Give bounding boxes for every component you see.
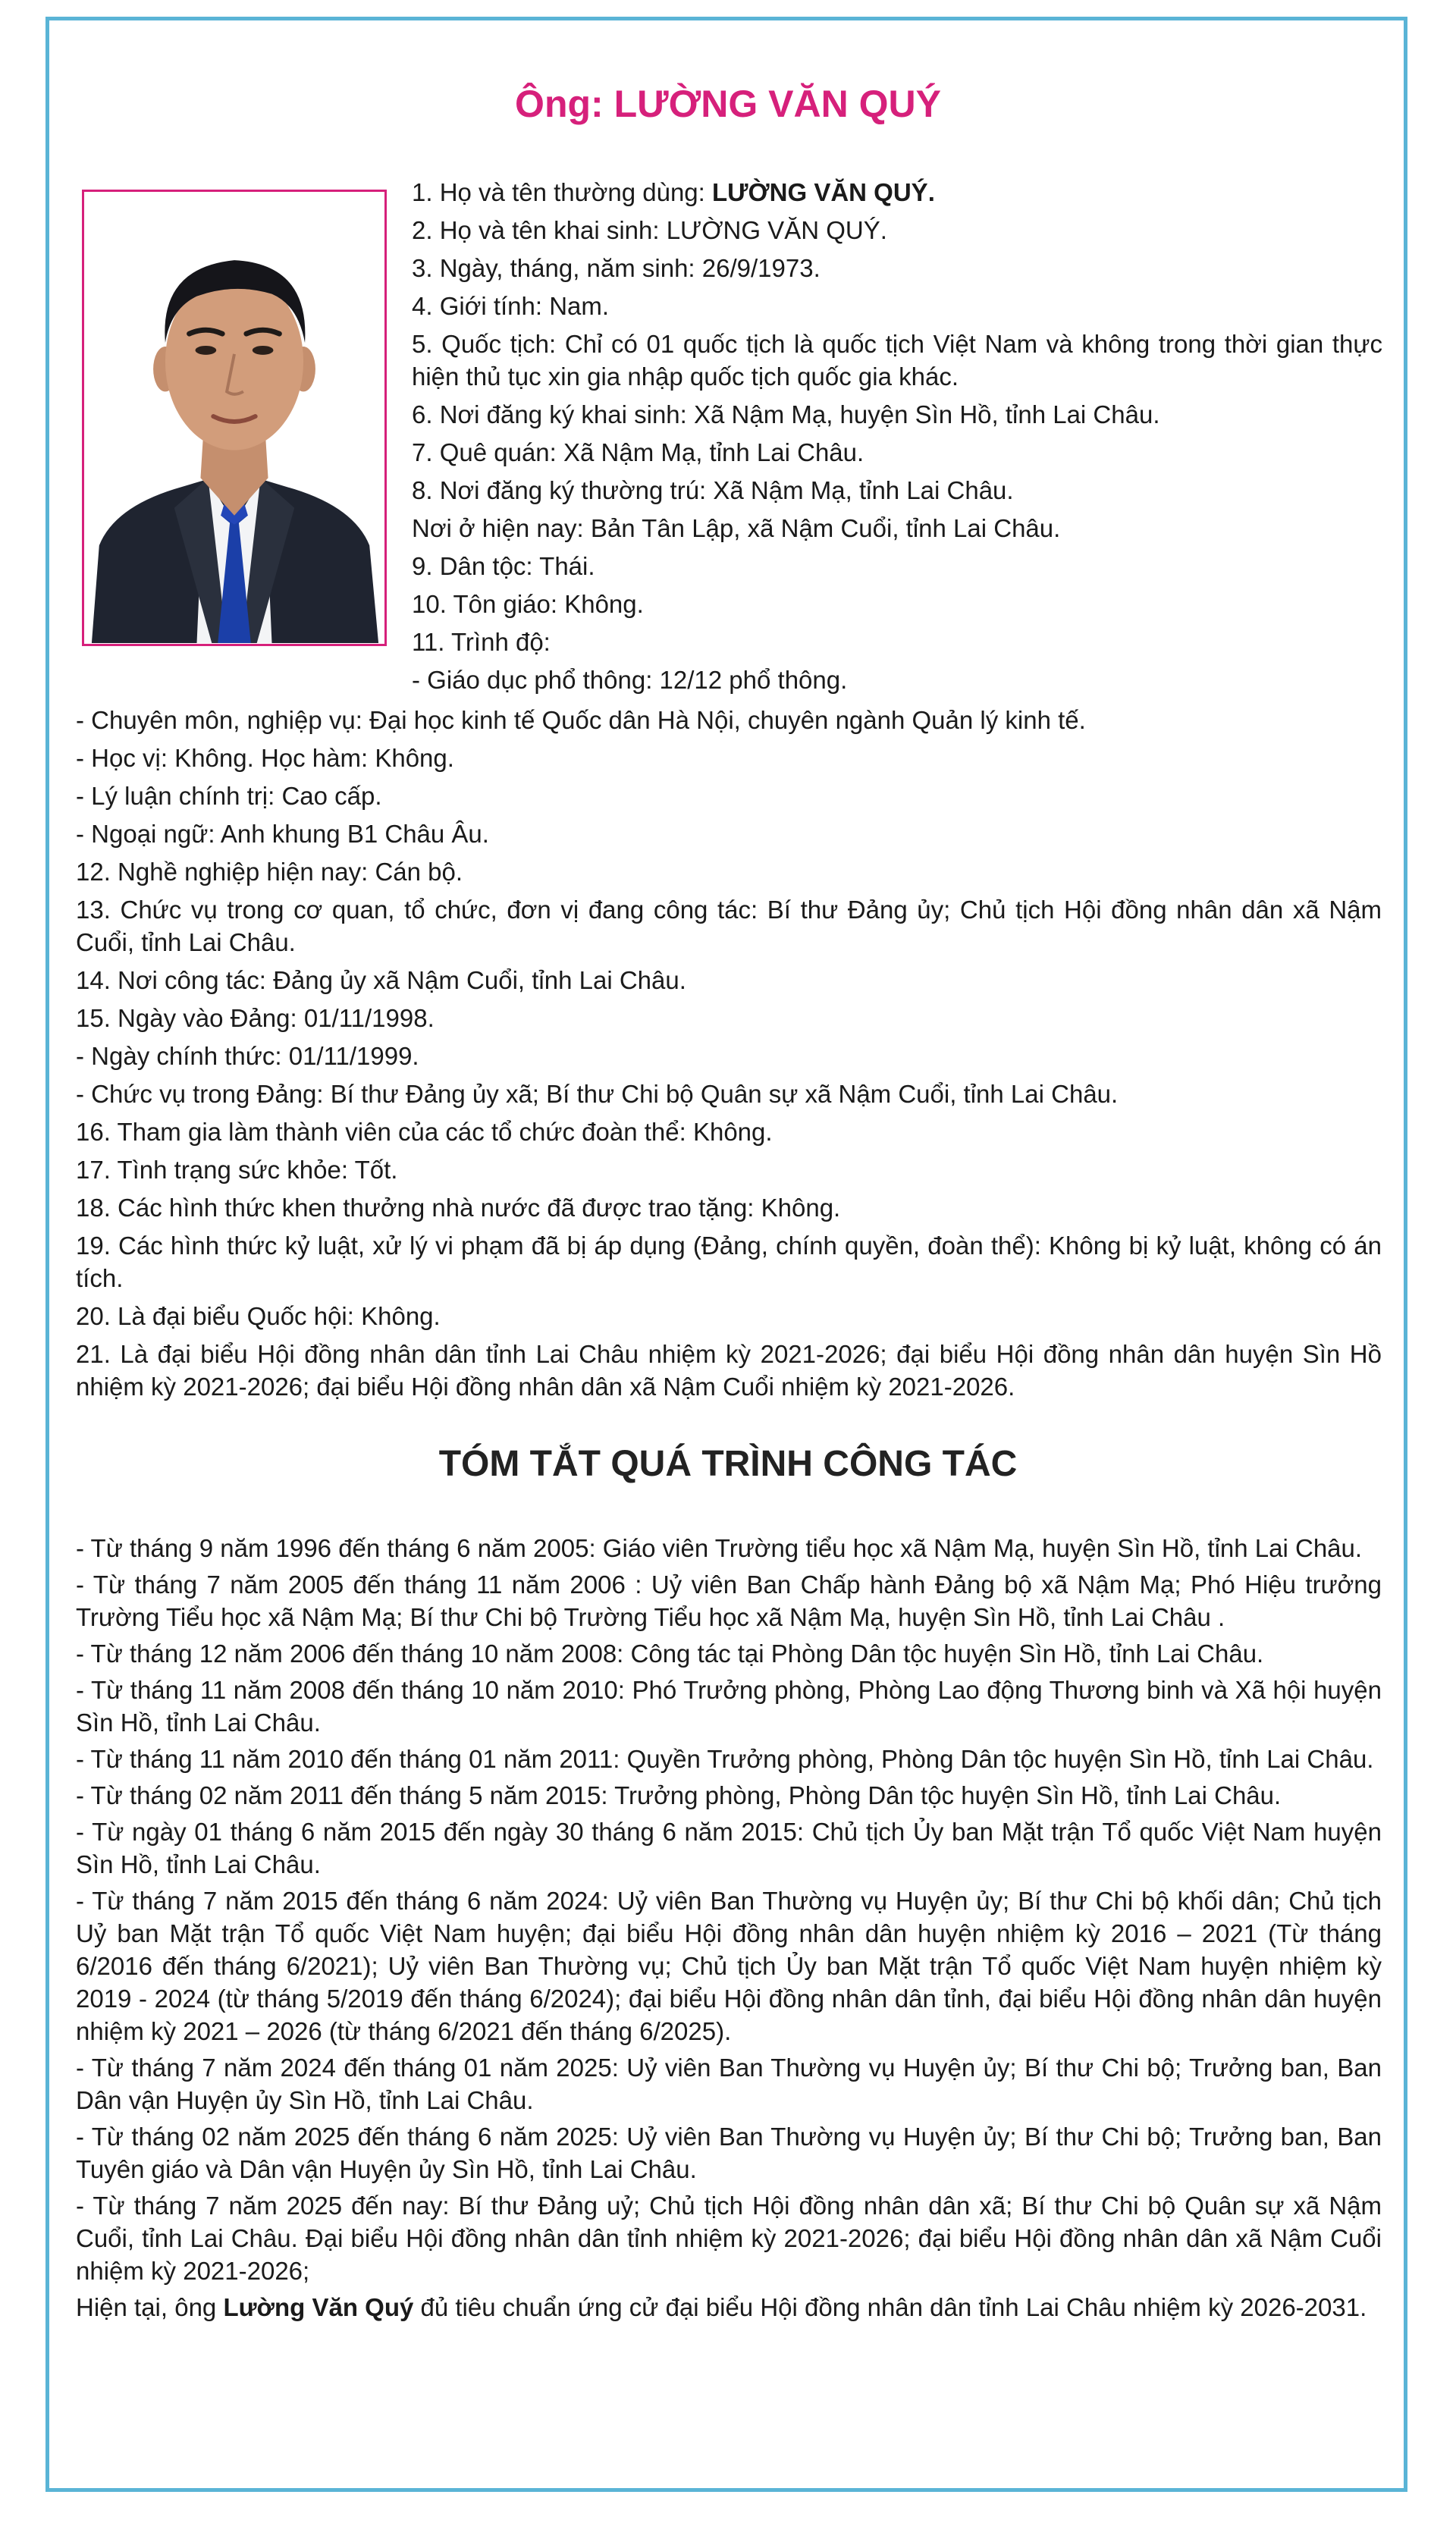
info-item-1: 1. Họ và tên thường dùng: LƯỜNG VĂN QUÝ. [412,178,935,206]
portrait-illustration [84,192,384,644]
info-item-political-theory: - Lý luận chính trị: Cao cấp. [76,782,382,810]
closing-statement: Hiện tại, ông Lường Văn Quý đủ tiêu chuẩn ứng cử đại biểu Hội đồng nhân dân tỉnh Lai Châu nhiệm kỳ 2026-2031. [76,2293,1367,2321]
info-item-14: 14. Nơi công tác: Đảng ủy xã Nậm Cuổi, tỉnh Lai Châu. [76,966,686,994]
info-item-13: 13. Chức vụ trong cơ quan, tổ chức, đơn vị đang công tác: Bí thư Đảng ủy; Chủ tịch Hội đồng nhân dân xã Nậm Cuổi, tỉnh Lai Châu. [76,896,1382,956]
portrait-photo [82,190,387,646]
info-item-21: 21. Là đại biểu Hội đồng nhân dân tỉnh Lai Châu nhiệm kỳ 2021-2026; đại biểu Hội đồng nhân dân huyện Sìn Hồ nhiệm kỳ 2021-2026; đại biểu Hội đồng nhân dân xã Nậm Cuổi nhiệm kỳ 2021-2026. [76,1340,1382,1401]
page-title: Ông: LƯỜNG VĂN QUÝ [515,83,941,125]
career-item: - Từ tháng 12 năm 2006 đến tháng 10 năm 2008: Công tác tại Phòng Dân tộc huyện Sìn Hồ, tỉnh Lai Châu. [76,1640,1264,1668]
career-item: - Từ tháng 7 năm 2024 đến tháng 01 năm 2025: Uỷ viên Ban Thường vụ Huyện ủy; Bí thư Chi bộ; Trưởng ban, Ban Dân vận Huyện ủy Sìn Hồ, tỉnh Lai Châu. [76,2054,1382,2114]
info-item-16: 16. Tham gia làm thành viên của các tổ chức đoàn thể: Không. [76,1118,773,1146]
info-item-7: 7. Quê quán: Xã Nậm Mạ, tỉnh Lai Châu. [412,438,864,466]
career-item: - Từ tháng 02 năm 2025 đến tháng 6 năm 2025: Uỷ viên Ban Thường vụ Huyện ủy; Bí thư Chi bộ; Trưởng ban, Ban Tuyên giáo và Dân vận Huyện ủy Sìn Hồ, tỉnh Lai Châu. [76,2123,1382,2183]
career-list [76,1532,1382,2327]
info-item-19: 19. Các hình thức kỷ luật, xử lý vi phạm đã bị áp dụng (Đảng, chính quyền, đoàn thể): Không bị kỷ luật, không có án tích. [76,1232,1382,1292]
info-item-party-position: - Chức vụ trong Đảng: Bí thư Đảng ủy xã; Bí thư Chi bộ Quân sự xã Nậm Cuổi, tỉnh Lai Châu. [76,1080,1119,1108]
info-item-11: 11. Trình độ: [412,628,551,656]
info-item-5: 5. Quốc tịch: Chỉ có 01 quốc tịch là quốc tịch Việt Nam và không trong thời gian thực hiện thủ tục xin gia nhập quốc tịch quốc gia khác. [412,330,1382,391]
career-item: - Từ tháng 7 năm 2005 đến tháng 11 năm 2006 : Uỷ viên Ban Chấp hành Đảng bộ xã Nậm Mạ; Phó Hiệu trưởng Trường Tiểu học xã Nậm Mạ; Bí thư Chi bộ Trường Tiểu học xã Nậm Mạ, huyện Sìn Hồ, tỉnh Lai Châu . [76,1571,1382,1631]
career-item: - Từ tháng 11 năm 2010 đến tháng 01 năm 2011: Quyền Trưởng phòng, Phòng Dân tộc huyện Sìn Hồ, tỉnh Lai Châu. [76,1745,1374,1773]
info-item-9: 9. Dân tộc: Thái. [412,552,595,580]
career-heading: TÓM TẮT QUÁ TRÌNH CÔNG TÁC [438,1444,1018,1484]
info-item-20: 20. Là đại biểu Quốc hội: Không. [76,1302,441,1330]
personal-info-list-side [412,176,1382,701]
info-item-education: - Giáo dục phổ thông: 12/12 phổ thông. [412,666,848,694]
info-item-17: 17. Tình trạng sức khỏe: Tốt. [76,1156,398,1184]
info-item-12: 12. Nghề nghiệp hiện nay: Cán bộ. [76,858,463,886]
personal-info-list-full [76,704,1382,1408]
info-item-4: 4. Giới tính: Nam. [412,292,610,320]
info-item-official-date: - Ngày chính thức: 01/11/1999. [76,1042,419,1070]
info-item-specialty: - Chuyên môn, nghiệp vụ: Đại học kinh tế Quốc dân Hà Nội, chuyên ngành Quản lý kinh tế. [76,706,1086,734]
info-item-residence: Nơi ở hiện nay: Bản Tân Lập, xã Nậm Cuổi, tỉnh Lai Châu. [412,514,1061,542]
info-item-degree: - Học vị: Không. Học hàm: Không. [76,744,454,772]
info-item-2: 2. Họ và tên khai sinh: LƯỜNG VĂN QUÝ. [412,216,887,244]
info-item-3: 3. Ngày, tháng, năm sinh: 26/9/1973. [412,254,821,282]
info-item-8: 8. Nơi đăng ký thường trú: Xã Nậm Mạ, tỉnh Lai Châu. [412,476,1014,504]
info-item-10: 10. Tôn giáo: Không. [412,590,644,618]
career-item: - Từ tháng 7 năm 2015 đến tháng 6 năm 2024: Uỷ viên Ban Thường vụ Huyện ủy; Bí thư Chi bộ khối dân; Chủ tịch Uỷ ban Mặt trận Tổ quốc Việt Nam huyện; đại biểu Hội đồng nhân dân huyện nhiệm kỳ 2016 – 2021 (Từ tháng 6/2016 đến tháng 6/2021); Uỷ viên Ban Thường vụ; Chủ tịch Ủy ban Mặt trận Tổ quốc Việt Nam huyện nhiệm kỳ 2019 - 2024 (từ tháng 5/2019 đến tháng 6/2024); đại biểu Hội đồng nhân dân tỉnh, đại biểu Hội đồng nhân dân huyện nhiệm kỳ 2021 – 2026 (từ tháng 6/2021 đến tháng 6/2025). [76,1887,1382,2045]
career-item: - Từ tháng 11 năm 2008 đến tháng 10 năm 2010: Phó Trưởng phòng, Phòng Lao động Thương binh và Xã hội huyện Sìn Hồ, tỉnh Lai Châu. [76,1676,1382,1737]
info-item-18: 18. Các hình thức khen thưởng nhà nước đã được trao tặng: Không. [76,1194,841,1222]
info-item-6: 6. Nơi đăng ký khai sinh: Xã Nậm Mạ, huyện Sìn Hồ, tỉnh Lai Châu. [412,400,1160,428]
career-item: - Từ tháng 02 năm 2011 đến tháng 5 năm 2015: Trưởng phòng, Phòng Dân tộc huyện Sìn Hồ, tỉnh Lai Châu. [76,1781,1282,1809]
career-item: - Từ ngày 01 tháng 6 năm 2015 đến ngày 30 tháng 6 năm 2015: Chủ tịch Ủy ban Mặt trận Tổ quốc Việt Nam huyện Sìn Hồ, tỉnh Lai Châu. [76,1818,1382,1878]
info-item-15: 15. Ngày vào Đảng: 01/11/1998. [76,1004,435,1032]
career-item: - Từ tháng 7 năm 2025 đến nay: Bí thư Đảng uỷ; Chủ tịch Hội đồng nhân dân xã; Bí thư Chi bộ Quân sự xã Nậm Cuổi, tỉnh Lai Châu. Đại biểu Hội đồng nhân dân tỉnh nhiệm kỳ 2021-2026; đại biểu Hội đồng nhân dân xã Nậm Cuổi nhiệm kỳ 2021-2026; [76,2192,1382,2285]
info-item-language: - Ngoại ngữ: Anh khung B1 Châu Âu. [76,820,489,848]
career-item: - Từ tháng 9 năm 1996 đến tháng 6 năm 2005: Giáo viên Trường tiểu học xã Nậm Mạ, huyện Sìn Hồ, tỉnh Lai Châu. [76,1534,1363,1562]
